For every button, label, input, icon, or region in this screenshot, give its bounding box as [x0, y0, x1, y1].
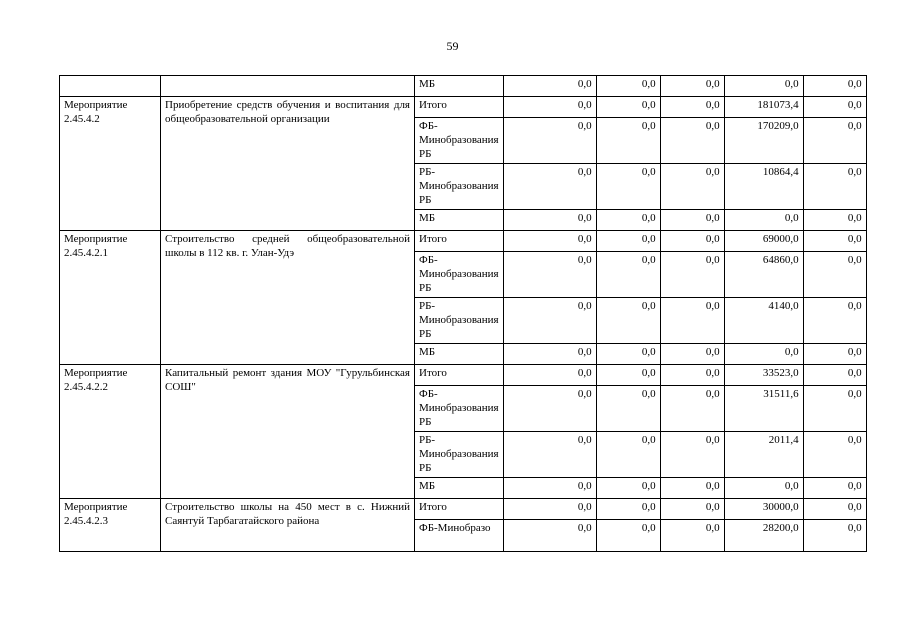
amount-cell: 0,0	[596, 478, 660, 499]
amount-cell: 0,0	[503, 520, 596, 552]
amount-cell: 0,0	[503, 210, 596, 231]
amount-cell: 0,0	[803, 432, 866, 478]
amount-cell: 64860,0	[724, 252, 803, 298]
funding-source-cell: МБ	[415, 344, 504, 365]
amount-cell: 0,0	[724, 344, 803, 365]
amount-cell: 2011,4	[724, 432, 803, 478]
event-name-cell: Приобретение средств обучения и воспитания для общеобразовательной организации	[161, 97, 415, 231]
amount-cell: 0,0	[503, 164, 596, 210]
amount-cell: 0,0	[503, 231, 596, 252]
amount-cell: 0,0	[503, 118, 596, 164]
funding-source-cell: РБ-Минобразования РБ	[415, 432, 504, 478]
amount-cell: 0,0	[724, 76, 803, 97]
amount-cell: 69000,0	[724, 231, 803, 252]
amount-cell: 0,0	[803, 210, 866, 231]
table-row	[60, 231, 867, 252]
amount-cell: 0,0	[803, 499, 866, 520]
event-code-cell: Мероприятие 2.45.4.2	[60, 97, 161, 231]
amount-cell: 0,0	[503, 478, 596, 499]
amount-cell: 0,0	[596, 210, 660, 231]
amount-cell: 0,0	[660, 520, 724, 552]
amount-cell: 0,0	[724, 210, 803, 231]
amount-cell: 0,0	[660, 252, 724, 298]
table-row	[60, 76, 867, 97]
amount-cell: 0,0	[503, 365, 596, 386]
funding-source-cell: МБ	[415, 478, 504, 499]
funding-source-cell: ФБ-Минобразо	[415, 520, 504, 552]
amount-cell: 0,0	[596, 164, 660, 210]
amount-cell: 0,0	[803, 118, 866, 164]
amount-cell: 0,0	[660, 478, 724, 499]
amount-cell: 0,0	[503, 344, 596, 365]
amount-cell: 0,0	[803, 298, 866, 344]
amount-cell: 0,0	[596, 252, 660, 298]
amount-cell: 0,0	[660, 499, 724, 520]
amount-cell: 28200,0	[724, 520, 803, 552]
amount-cell: 0,0	[660, 432, 724, 478]
amount-cell: 0,0	[803, 365, 866, 386]
amount-cell: 0,0	[660, 210, 724, 231]
amount-cell: 0,0	[803, 520, 866, 552]
event-name-cell: Строительство средней общеобразовательной школы в 112 кв. г. Улан-Удэ	[161, 231, 415, 365]
funding-source-cell: Итого	[415, 365, 504, 386]
amount-cell: 0,0	[596, 365, 660, 386]
funding-source-cell: ФБ-Минобразования РБ	[415, 386, 504, 432]
amount-cell: 0,0	[596, 298, 660, 344]
amount-cell: 0,0	[503, 76, 596, 97]
event-name-cell	[161, 76, 415, 97]
amount-cell: 0,0	[660, 365, 724, 386]
amount-cell: 0,0	[596, 499, 660, 520]
amount-cell: 0,0	[660, 118, 724, 164]
funding-source-cell: РБ-Минобразования РБ	[415, 298, 504, 344]
event-name-cell: Строительство школы на 450 мест в с. Нижний Саянтуй Тарбагатайского района	[161, 499, 415, 552]
amount-cell: 0,0	[803, 344, 866, 365]
budget-table	[59, 75, 867, 552]
amount-cell: 0,0	[503, 252, 596, 298]
table-row	[60, 499, 867, 520]
amount-cell: 0,0	[660, 344, 724, 365]
event-name-cell: Капитальный ремонт здания МОУ "Гурульбинская СОШ"	[161, 365, 415, 499]
amount-cell: 0,0	[803, 76, 866, 97]
table-row	[60, 365, 867, 386]
amount-cell: 0,0	[803, 386, 866, 432]
amount-cell: 30000,0	[724, 499, 803, 520]
event-code-cell: Мероприятие 2.45.4.2.3	[60, 499, 161, 552]
funding-source-cell: Итого	[415, 231, 504, 252]
amount-cell: 10864,4	[724, 164, 803, 210]
amount-cell: 0,0	[503, 298, 596, 344]
amount-cell: 0,0	[724, 478, 803, 499]
amount-cell: 0,0	[596, 432, 660, 478]
funding-source-cell: МБ	[415, 210, 504, 231]
amount-cell: 0,0	[660, 298, 724, 344]
amount-cell: 0,0	[803, 478, 866, 499]
amount-cell: 0,0	[660, 386, 724, 432]
amount-cell: 0,0	[803, 231, 866, 252]
amount-cell: 31511,6	[724, 386, 803, 432]
amount-cell: 0,0	[596, 76, 660, 97]
amount-cell: 0,0	[660, 76, 724, 97]
funding-source-cell: Итого	[415, 97, 504, 118]
funding-source-cell: ФБ-Минобразования РБ	[415, 118, 504, 164]
amount-cell: 0,0	[503, 432, 596, 478]
page-number: 59	[446, 39, 459, 53]
funding-source-cell: МБ	[415, 76, 504, 97]
amount-cell: 0,0	[503, 386, 596, 432]
funding-source-cell: ФБ-Минобразования РБ	[415, 252, 504, 298]
amount-cell: 0,0	[596, 97, 660, 118]
event-code-cell: Мероприятие 2.45.4.2.1	[60, 231, 161, 365]
amount-cell: 0,0	[803, 164, 866, 210]
table-body	[60, 76, 867, 552]
amount-cell: 0,0	[803, 97, 866, 118]
amount-cell: 0,0	[596, 231, 660, 252]
amount-cell: 181073,4	[724, 97, 803, 118]
amount-cell: 0,0	[503, 97, 596, 118]
amount-cell: 0,0	[660, 164, 724, 210]
amount-cell: 0,0	[596, 344, 660, 365]
funding-source-cell: Итого	[415, 499, 504, 520]
event-code-cell	[60, 76, 161, 97]
funding-source-cell: РБ-Минобразования РБ	[415, 164, 504, 210]
amount-cell: 33523,0	[724, 365, 803, 386]
event-code-cell: Мероприятие 2.45.4.2.2	[60, 365, 161, 499]
amount-cell: 0,0	[596, 118, 660, 164]
amount-cell: 0,0	[503, 499, 596, 520]
amount-cell: 0,0	[803, 252, 866, 298]
amount-cell: 4140,0	[724, 298, 803, 344]
amount-cell: 170209,0	[724, 118, 803, 164]
amount-cell: 0,0	[596, 520, 660, 552]
table-row	[60, 97, 867, 118]
amount-cell: 0,0	[596, 386, 660, 432]
amount-cell: 0,0	[660, 231, 724, 252]
amount-cell: 0,0	[660, 97, 724, 118]
